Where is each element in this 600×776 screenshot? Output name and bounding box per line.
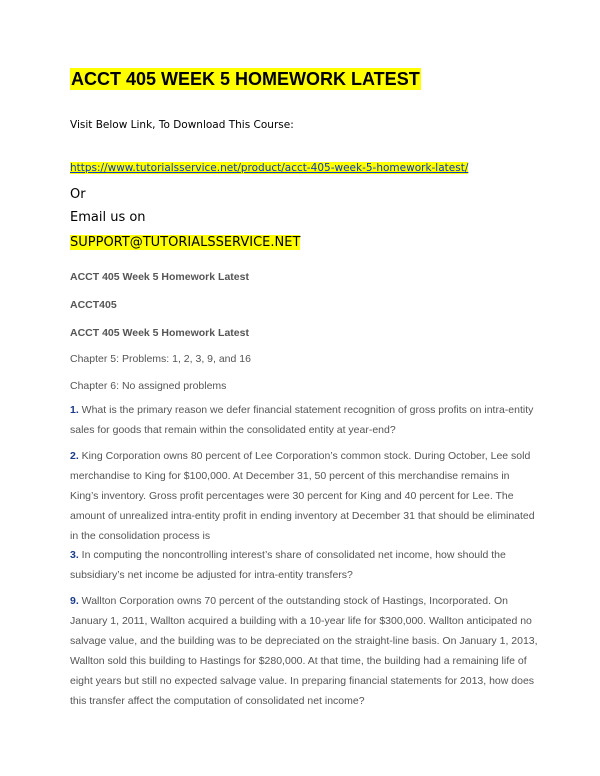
question-1 [70, 400, 540, 440]
question-text: Wallton Corporation owns 70 percent of the outstanding stock of Hastings, Incorporated. On January 1, 2011, Wallton acquired a building with a 10-year life for $300,000. Wallton anticipated no salvage value, and the building was to be depreciated on the straight-line basis. On January 1, 2013, Wallton sold this building to Hastings for $280,000. At that time, the building had a remaining life of eight years but still no expected salvage value. In preparing financial statements for 2013, how does this transfer affect the computation of consolidated net income? [70, 595, 538, 707]
title-block [70, 68, 421, 90]
course-code: ACCT405 [70, 299, 117, 311]
question-3 [70, 545, 540, 585]
page-title: ACCT 405 WEEK 5 HOMEWORK LATEST [71, 69, 420, 89]
question-text: What is the primary reason we defer financial statement recognition of gross profits on intra-entity sales for goods that remain within the consolidated entity at year-end? [70, 404, 534, 436]
course-download-link[interactable]: https://www.tutorialsservice.net/product/acct-405-week-5-homework-latest/ [70, 162, 469, 174]
course-heading: ACCT 405 Week 5 Homework Latest [70, 271, 249, 283]
support-email: SUPPORT@TUTORIALSSERVICE.NET [70, 235, 301, 250]
chapter5-assignment: Chapter 5: Problems: 1, 2, 3, 9, and 16 [70, 353, 251, 365]
question-text: In computing the noncontrolling interest’s share of consolidated net income, how should the subsidiary’s net income be adjusted for intra-entity transfers? [70, 549, 506, 581]
question-number: 1. [70, 404, 79, 416]
question-number: 9. [70, 595, 79, 607]
chapter6-assignment: Chapter 6: No assigned problems [70, 380, 227, 392]
question-2 [70, 446, 540, 546]
course-heading-repeat: ACCT 405 Week 5 Homework Latest [70, 327, 249, 339]
or-text: Or [70, 187, 86, 202]
visit-instruction: Visit Below Link, To Download This Course: [70, 119, 294, 131]
question-text: King Corporation owns 80 percent of Lee Corporation’s common stock. During October, Lee sold merchandise to King for $100,000. At December 31, 50 percent of this merchandise remains in King’s inventory. Gross profit percentages were 30 percent for King and 40 percent for Lee. The amount of unrealized intra-entity profit in ending inventory at December 31 that should be eliminated in the consolidation process is [70, 450, 535, 542]
email-label: Email us on [70, 210, 146, 225]
question-9 [70, 591, 540, 711]
question-number: 3. [70, 549, 79, 561]
question-number: 2. [70, 450, 79, 462]
